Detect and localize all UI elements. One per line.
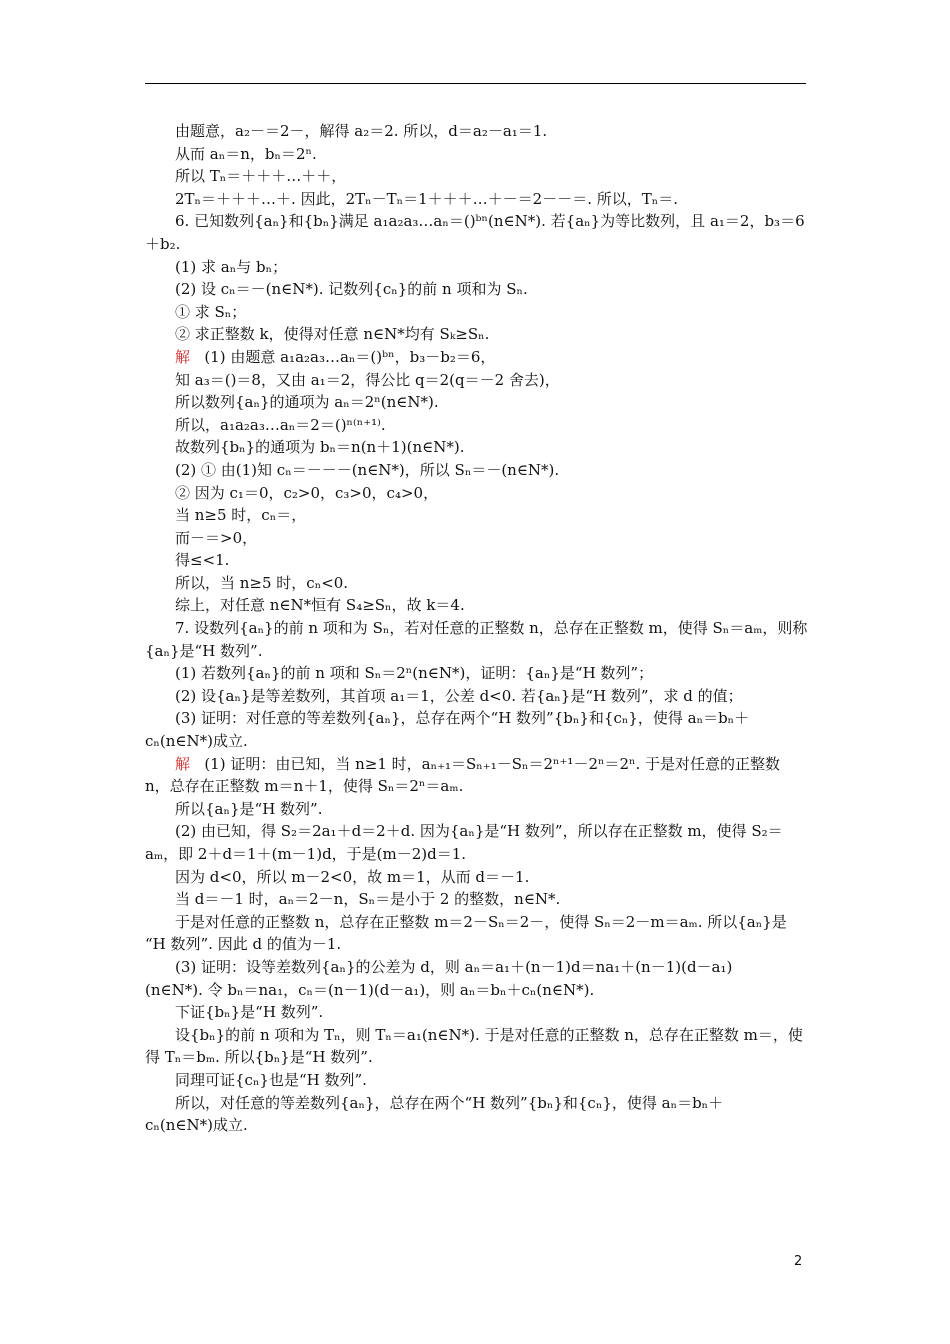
text-line	[145, 256, 809, 279]
line-text: n，总存在正整数 m＝n＋1，使得 Sₙ＝2ⁿ＝aₘ.	[145, 777, 464, 796]
line-text: (3) 证明：设等差数列{aₙ}的公差为 d，则 aₙ＝a₁＋(n－1)d＝na₁＋(n－1)(d－a₁)	[175, 957, 733, 976]
text-line	[145, 572, 809, 595]
line-text: 所以，对任意的等差数列{aₙ}，总存在两个“H 数列”{bₙ}和{cₙ}，使得 aₙ＝bₙ＋	[175, 1093, 724, 1112]
text-line	[145, 979, 809, 1002]
text-line	[145, 459, 809, 482]
line-text: 2Tₙ＝＋＋＋…＋. 因此，2Tₙ－Tₙ＝1＋＋＋…＋－＝2－－＝. 所以，Tₙ＝.	[175, 189, 678, 208]
text-line	[145, 933, 809, 956]
line-text: (1) 由题意 a₁a₂a₃…aₙ＝()ᵇⁿ，b₃－b₂＝6，	[204, 347, 496, 366]
line-text: (1) 若数列{aₙ}的前 n 项和 Sₙ＝2ⁿ(n∈N*)，证明：{aₙ}是“H 数列”；	[175, 664, 654, 683]
text-line	[145, 527, 809, 550]
line-text: ＋b₂.	[145, 234, 181, 253]
text-line	[145, 911, 809, 934]
text-line	[145, 120, 809, 143]
text-line	[145, 956, 809, 979]
header-rule	[145, 83, 806, 84]
text-line	[145, 617, 809, 640]
text-line	[145, 707, 809, 730]
line-text: cₙ(n∈N*)成立.	[145, 732, 248, 751]
text-line	[145, 662, 809, 685]
text-line	[145, 888, 809, 911]
text-line	[145, 278, 809, 301]
line-text: ① 求 Sₙ；	[175, 302, 247, 321]
text-line	[145, 143, 809, 166]
line-text: ② 求正整数 k，使得对任意 n∈N*均有 Sₖ≥Sₙ.	[175, 325, 490, 344]
text-line	[145, 323, 809, 346]
line-text: ② 因为 c₁＝0，c₂>0，c₃>0，c₄>0，	[175, 483, 439, 502]
line-text: 7. 设数列{aₙ}的前 n 项和为 Sₙ，若对任意的正整数 n，总存在正整数 m，使得 Sₙ＝aₘ，则称	[175, 619, 808, 638]
text-line	[145, 798, 809, 821]
line-text: 知 a₃＝()＝8，又由 a₁＝2，得公比 q＝2(q＝－2 舍去)，	[175, 370, 560, 389]
line-text: 下证{bₙ}是“H 数列”.	[175, 1003, 324, 1022]
line-text: 从而 aₙ＝n，bₙ＝2ⁿ.	[175, 144, 317, 163]
line-text: 由题意，a₂－＝2－，解得 a₂＝2. 所以，d＝a₂－a₁＝1.	[175, 122, 548, 140]
line-text: (2) 设 cₙ＝－(n∈N*). 记数列{cₙ}的前 n 项和为 Sₙ.	[175, 280, 528, 299]
text-line	[145, 549, 809, 572]
line-text: 得 Tₙ＝bₘ. 所以{bₙ}是“H 数列”.	[145, 1048, 373, 1067]
line-text: (2) ① 由(1)知 cₙ＝－－－(n∈N*)，所以 Sₙ＝－(n∈N*).	[175, 460, 560, 479]
page-number: 2	[794, 1254, 803, 1269]
text-line	[145, 233, 809, 256]
text-line	[145, 1114, 809, 1137]
text-line	[145, 866, 809, 889]
text-line	[145, 504, 809, 527]
line-text: {aₙ}是“H 数列”.	[145, 641, 263, 660]
line-text: 当 d＝－1 时，aₙ＝2－n，Sₙ＝是小于 2 的整数，n∈N*.	[175, 890, 561, 909]
text-line	[145, 301, 809, 324]
text-line	[145, 1069, 809, 1092]
text-line	[145, 685, 809, 708]
line-text: cₙ(n∈N*)成立.	[145, 1116, 248, 1135]
text-line	[145, 165, 809, 188]
line-text: 故数列{bₙ}的通项为 bₙ＝n(n＋1)(n∈N*).	[175, 438, 465, 457]
text-line	[145, 391, 809, 414]
text-line	[145, 775, 809, 798]
text-line	[145, 210, 809, 233]
line-text: 设{bₙ}的前 n 项和为 Tₙ，则 Tₙ＝a₁(n∈N*). 于是对任意的正整数 n，总存在正整数 m＝，使	[175, 1025, 803, 1044]
line-text: (1) 求 aₙ与 bₙ；	[175, 257, 288, 276]
solution-marker: 解	[175, 347, 191, 366]
line-text: 6. 已知数列{aₙ}和{bₙ}满足 a₁a₂a₃…aₙ＝()ᵇⁿ(n∈N*). 若{aₙ}为等比数列，且 a₁＝2，b₃＝6	[175, 212, 805, 231]
line-text: “H 数列”. 因此 d 的值为－1.	[145, 935, 342, 954]
text-line	[145, 843, 809, 866]
line-text: 得≤<1.	[175, 551, 230, 570]
text-line	[145, 346, 809, 369]
line-text: 所以数列{aₙ}的通项为 aₙ＝2ⁿ(n∈N*).	[175, 393, 439, 412]
line-text: 综上，对任意 n∈N*恒有 S₄≥Sₙ，故 k＝4.	[175, 596, 465, 615]
text-line	[145, 188, 809, 211]
text-line	[145, 730, 809, 753]
line-text: 而－＝>0，	[175, 528, 258, 547]
line-text: 所以，a₁a₂a₃…aₙ＝2＝()ⁿ⁽ⁿ⁺¹⁾.	[175, 415, 386, 434]
text-line	[145, 820, 809, 843]
document-body	[145, 120, 809, 1137]
text-line	[145, 640, 809, 663]
line-text: 因为 d<0，所以 m－2<0，故 m＝1，从而 d＝－1.	[175, 867, 530, 886]
line-text: 所以 Tₙ＝＋＋＋…＋＋，	[175, 167, 347, 186]
text-line	[145, 414, 809, 437]
text-line	[145, 594, 809, 617]
text-line	[145, 482, 809, 505]
line-text: 所以，当 n≥5 时，cₙ<0.	[175, 573, 349, 592]
line-text: (n∈N*). 令 bₙ＝na₁，cₙ＝(n－1)(d－a₁)，则 aₙ＝bₙ＋cₙ(n∈N*).	[145, 980, 595, 999]
line-text: 于是对任意的正整数 n，总存在正整数 m＝2－Sₙ＝2－，使得 Sₙ＝2－m＝aₘ. 所以{aₙ}是	[175, 912, 787, 931]
line-text: 所以{aₙ}是“H 数列”.	[175, 799, 323, 818]
text-line	[145, 1092, 809, 1115]
text-line	[145, 436, 809, 459]
line-text: 当 n≥5 时，cₙ＝，	[175, 506, 307, 525]
line-text: (1) 证明：由已知，当 n≥1 时，aₙ₊₁＝Sₙ₊₁－Sₙ＝2ⁿ⁺¹－2ⁿ＝2ⁿ. 于是对任意的正整数	[204, 754, 781, 773]
line-text: 同理可证{cₙ}也是“H 数列”.	[175, 1070, 367, 1089]
text-line	[145, 753, 809, 776]
line-text: aₘ，即 2＋d＝1＋(m－1)d，于是(m－2)d＝1.	[145, 845, 467, 863]
text-line	[145, 1046, 809, 1069]
solution-marker: 解	[175, 754, 191, 773]
text-line	[145, 1024, 809, 1047]
text-line	[145, 369, 809, 392]
text-line	[145, 1001, 809, 1024]
line-text: (2) 由已知，得 S₂＝2a₁＋d＝2＋d. 因为{aₙ}是“H 数列”，所以存在正整数 m，使得 S₂＝	[175, 822, 783, 841]
line-text: (3) 证明：对任意的等差数列{aₙ}，总存在两个“H 数列”{bₙ}和{cₙ}，使得 aₙ＝bₙ＋	[175, 709, 750, 728]
line-text: (2) 设{aₙ}是等差数列，其首项 a₁＝1，公差 d<0. 若{aₙ}是“H 数列”，求 d 的值；	[175, 686, 743, 705]
